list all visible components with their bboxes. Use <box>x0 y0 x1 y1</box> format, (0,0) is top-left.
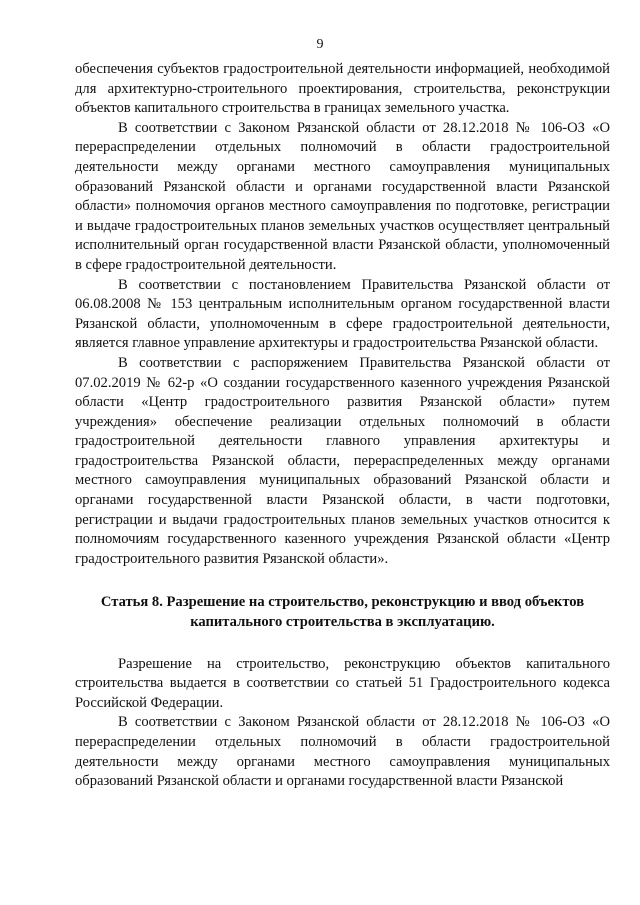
paragraph: В соответствии с Законом Рязанской области от 28.12.2018 № 106-ОЗ «О перераспределении отдельных полномочий в области градостроительной деятельности между органами местного самоуправления муниципальных образований Рязанской области и органами государственной власти Рязанской <box>75 714 610 790</box>
article-heading-line: Статья 8. Разрешение на строительство, реконструкцию и ввод объектов <box>100 594 585 611</box>
paragraph: В соответствии с Законом Рязанской области от 28.12.2018 № 106-ОЗ «О перераспределении отдельных полномочий в области градостроительной деятельности между органами местного самоуправления муниципальных образований Рязанской области и органами государственной власти Рязанской области» полномочия органов местного самоуправления по подготовке, регистрации и выдаче градостроительных планов земельных участков осуществляет центральный исполнительный орган государственной власти Рязанской области, уполномоченный в сфере градостроительной деятельности. <box>75 119 610 273</box>
document-body <box>75 60 610 792</box>
page-number: 9 <box>316 37 324 52</box>
article-heading-line: капитального строительства в эксплуатацию. <box>190 614 495 631</box>
article-heading <box>75 593 610 632</box>
paragraph: В соответствии с постановлением Правительства Рязанской области от 06.08.2008 № 153 центральным исполнительным органом государственной власти Рязанской области, уполномоченным в сфере градостроительной деятельности, является главное управление архитектуры и градостроительства Рязанской области. <box>75 276 610 352</box>
paragraph: обеспечения субъектов градостроительной деятельности информацией, необходимой для архитектурно-строительного проектирования, строительства, реконструкции объектов капитального строительства в границах земельного участка. <box>75 61 610 117</box>
paragraph: Разрешение на строительство, реконструкцию объектов капитального строительства выдается в соответствии со статьей 51 Градостроительного кодекса Российской Федерации. <box>75 655 610 711</box>
paragraph: В соответствии с распоряжением Правительства Рязанской области от 07.02.2019 № 62-р «О создании государственного казенного учреждения Рязанской области «Центр градостроительного развития Рязанской области» путем учреждения» обеспечение реализации отдельных полномочий в области градостроительной деятельности главного управления архитектуры и градостроительства Рязанской области, перераспределенных между органами местного самоуправления муниципальных образований Рязанской области и органами государственной власти Рязанской области, в части подготовки, регистрации и выдачи градостроительных планов земельных участков относится к полномочиям государственного казенного учреждения Рязанской области «Центр градостроительного развития Рязанской области». <box>75 354 610 567</box>
